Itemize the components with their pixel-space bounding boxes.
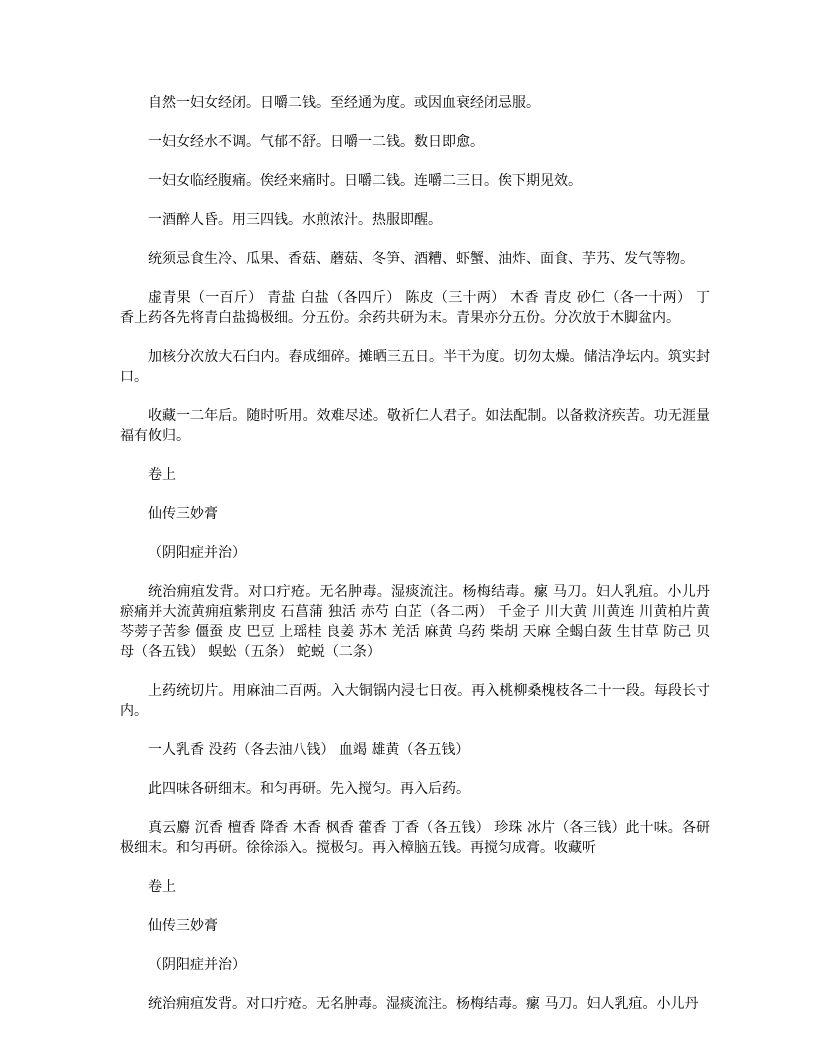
paragraph-16: 真云麝 沉香 檀香 降香 木香 枫香 藿香 丁香（各五钱） 珍珠 冰片（各三钱）此十味。各研极细末。和匀再研。徐徐添入。搅极匀。再入樟脑五钱。再搅匀成膏。收藏听: [120, 820, 710, 856]
document-body: [120, 93, 710, 1033]
recipe-subtitle: （阴阳症并治）: [148, 545, 246, 561]
paragraph-1: 自然一妇女经闭。日嚼二钱。至经通为度。或因血衰经闭忌服。: [148, 95, 540, 111]
paragraph-4: 一酒醉人昏。用三四钱。水煎浓汁。热服即醒。: [148, 212, 442, 228]
section-heading: 卷上: [148, 467, 176, 483]
paragraph-3: 一妇女临经腹痛。俟经来痛时。日嚼二钱。连嚼二三日。俟下期见效。: [148, 173, 582, 189]
paragraph-6: 虚青果（一百斤） 青盐 白盐（各四斤） 陈皮（三十两） 木香 青皮 砂仁（各一十两） 丁香上药各先将青白盐捣极细。分五份。余药共研为末。青果亦分五份。分次放于木脚盆内。: [120, 290, 710, 326]
paragraph-7: 加核分次放大石臼内。舂成细碎。摊晒三五日。半干为度。切勿太燥。储洁净坛内。筑实封口。: [120, 349, 710, 385]
paragraph-12: 统治痈疽发背。对口疔疮。无名肿毒。湿痰流注。杨梅结毒。瘰 马刀。妇人乳疽。小儿丹瘀痛并大流黄痈疽紫荆皮 石菖蒲 独活 赤芍 白芷（各二两） 千金子 川大黄 川黄连 川黄柏片黄芩蒡子苦参 僵蚕 皮 巴豆 上瑶桂 良姜 苏木 羌活 麻黄 乌药 柴胡 天麻 全蝎白蔹 生甘草 防己 贝母（各五钱） 蜈蚣（五条） 蛇蜕（二条）: [120, 584, 710, 660]
paragraph-15: 此四味各研细末。和匀再研。先入搅匀。再入后药。: [148, 781, 470, 797]
section-heading-repeat: 卷上: [148, 879, 176, 895]
recipe-title-repeat: 仙传三妙膏: [148, 918, 218, 934]
paragraph-14: 一人乳香 没药（各去油八钱） 血竭 雄黄（各五钱）: [148, 742, 470, 758]
recipe-title: 仙传三妙膏: [148, 506, 218, 522]
paragraph-8: 收藏一二年后。随时听用。效难尽述。敬祈仁人君子。如法配制。以备救济疾苦。功无涯量福有攸归。: [120, 408, 710, 444]
paragraph-20: 统治痈疽发背。对口疔疮。无名肿毒。湿痰流注。杨梅结毒。瘰 马刀。妇人乳疽。小儿丹: [148, 996, 699, 1012]
recipe-subtitle-repeat: （阴阳症并治）: [148, 957, 246, 973]
paragraph-2: 一妇女经水不调。气郁不舒。日嚼一二钱。数日即愈。: [148, 134, 484, 150]
paragraph-5: 统须忌食生冷、瓜果、香菇、蘑菇、冬笋、酒糟、虾蟹、油炸、面食、芋艿、发气等物。: [148, 251, 694, 267]
paragraph-13: 上药统切片。用麻油二百两。入大铜锅内浸七日夜。再入桃柳桑槐枝各二十一段。每段长寸内。: [120, 683, 710, 719]
